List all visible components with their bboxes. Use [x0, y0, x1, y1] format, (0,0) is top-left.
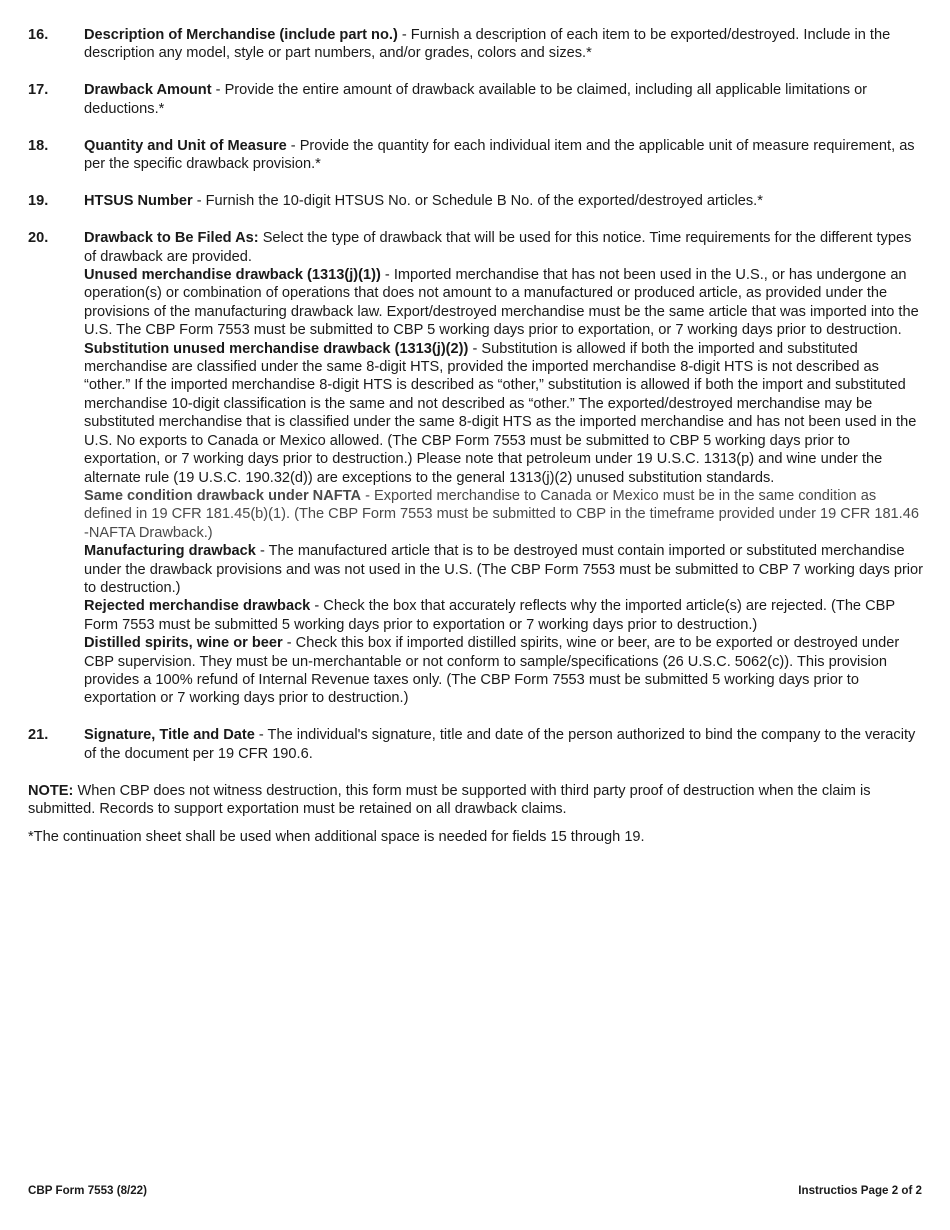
drawback-type-unused: [84, 266, 924, 340]
item-number: 20.: [28, 230, 49, 247]
item-paragraph: [84, 137, 924, 174]
item-text: Select the type of drawback that will be used for this notice. Time requirements for the different types of drawback are provided.: [84, 230, 912, 265]
item-paragraph: [84, 81, 924, 118]
item-number: 19.: [28, 193, 49, 210]
drawback-type-text: - The manufactured article that is to be destroyed must contain imported or substituted merchandise under the drawback provisions and was not used in the U.S. (The CBP Form 7553 must be submitted to CBP 7 working days prior to destruction.): [84, 543, 924, 596]
continuation-note: *The continuation sheet shall be used when additional space is needed for fields 15 through 19.: [28, 829, 645, 846]
drawback-type-nafta: [84, 487, 924, 542]
footer-page-number: Instructios Page 2 of 2: [798, 1184, 922, 1197]
item-text: - Provide the entire amount of drawback available to be claimed, including all applicable limitations or deductions.*: [84, 82, 868, 117]
instruction-item-18: [28, 137, 924, 174]
item-body: [84, 726, 924, 763]
drawback-type-text: - Substitution is allowed if both the imported and substituted merchandise are classified under the same 8-digit HTS, provided the imported merchandise 8-digit HTS is not described as “other.” If the imported merchandise 8-digit HTS is described as “other,” substitution is allowed if both the import and substituted merchandise 10-digit classification is the same and not described as “other.” The exported/destroyed merchandise may be substituted merchandise that is classified under the same 8-digit HTS as the imported merchandise and has not been used in the U.S. No exports to Canada or Mexico allowed. (The CBP Form 7553 must be submitted to CBP 5 working days prior to exportation, or 7 working days prior to destruction.) Please note that petroleum under 19 U.S.C. 1313(p) and wine under the alternate rule (19 U.S.C. 190.32(d)) are exceptions to the general 1313(j)(2) unused substitution standards.: [84, 340, 917, 486]
instructions-page: [28, 26, 924, 856]
drawback-type-title: Manufacturing drawback: [84, 543, 256, 560]
item-title: Drawback Amount: [84, 82, 212, 99]
item-title: HTSUS Number: [84, 193, 193, 210]
drawback-type-text: - Imported merchandise that has not been used in the U.S., or has undergone an operation(s) or combination of operations that does not amount to a manufactured or produced article, as provided under the provisions of the manufacturing drawback law. Export/destroyed merchandise must be the same article that was imported into the U.S. The CBP Form 7553 must be submitted to CBP 5 working days prior to exportation, or 7 working days prior to destruction.: [84, 267, 919, 339]
drawback-type-title: Distilled spirits, wine or beer: [84, 635, 283, 652]
drawback-type-rejected: [84, 597, 924, 634]
drawback-type-title: Unused merchandise drawback (1313(j)(1)): [84, 267, 381, 284]
note-text: When CBP does not witness destruction, this form must be supported with third party proof of destruction when the claim is submitted. Records to support exportation must be retained on all drawback claims.: [28, 782, 871, 818]
drawback-type-text: - Exported merchandise to Canada or Mexico must be in the same condition as defined in 19 CFR 181.45(b)(1). (The CBP Form 7553 must be submitted to CBP in the timeframe provided under 19 CFR 181.46 -NAFTA Drawback.): [84, 487, 919, 541]
drawback-type-manufacturing: [84, 542, 924, 597]
instruction-item-19: [28, 192, 924, 210]
item-number: 17.: [28, 82, 49, 99]
item-title: Signature, Title and Date: [84, 727, 255, 744]
note-paragraph: [28, 782, 924, 819]
note-label: NOTE:: [28, 782, 74, 799]
instruction-item-21: [28, 726, 924, 763]
item-paragraph: [84, 726, 924, 763]
drawback-type-substitution-unused: [84, 340, 924, 487]
item-paragraph: [84, 26, 924, 63]
item-body: [84, 81, 924, 118]
item-number: 16.: [28, 27, 49, 43]
drawback-type-spirits: [84, 634, 924, 708]
item-body: [84, 26, 924, 63]
instruction-item-17: [28, 81, 924, 118]
footer-form-number: CBP Form 7553 (8/22): [28, 1184, 147, 1197]
item-text: - Furnish a description of each item to be exported/destroyed. Include in the description any model, style or part numbers, and/or grades, colors and sizes.*: [84, 27, 891, 62]
item-title: Drawback to Be Filed As:: [84, 230, 259, 247]
drawback-type-title: Substitution unused merchandise drawback (1313(j)(2)): [84, 340, 469, 357]
drawback-type-text: - Check the box that accurately reflects why the imported article(s) are rejected. (The CBP Form 7553 must be submitted 5 working days prior to exportation or 7 working days prior to destruction.): [84, 598, 895, 633]
item-number: 21.: [28, 727, 49, 744]
item-body: [84, 137, 924, 174]
item-text: - Furnish the 10-digit HTSUS No. or Schedule B No. of the exported/destroyed articles.*: [192, 193, 763, 210]
drawback-type-text: - Check this box if imported distilled spirits, wine or beer, are to be exported or destroyed under CBP supervision. They must be un-merchantable or not conform to sample/specifications (26 U.S.C. 5062(c)). This provision provides a 100% refund of Internal Revenue taxes only. (The CBP Form 7553 must be submitted 5 working days prior to exportation or 7 working days prior to destruction.): [84, 635, 900, 707]
item-text: - Provide the quantity for each individual item and the applicable unit of measure requirement, as per the specific drawback provision.*: [84, 137, 915, 173]
item-title: Quantity and Unit of Measure: [84, 137, 287, 154]
item-text: - The individual's signature, title and date of the person authorized to bind the company to the veracity of the document per 19 CFR 190.6.: [84, 727, 916, 762]
item-body: [84, 229, 924, 708]
drawback-type-title: Rejected merchandise drawback: [84, 598, 311, 615]
instruction-item-16: [28, 26, 924, 63]
item-paragraph: [84, 192, 924, 210]
item-body: [84, 192, 924, 210]
item-paragraph: [84, 229, 924, 266]
item-number: 18.: [28, 137, 49, 154]
drawback-type-title: Same condition drawback under NAFTA: [84, 487, 362, 504]
instruction-item-20: [28, 229, 924, 708]
item-title: Description of Merchandise (include part no.): [84, 27, 398, 43]
